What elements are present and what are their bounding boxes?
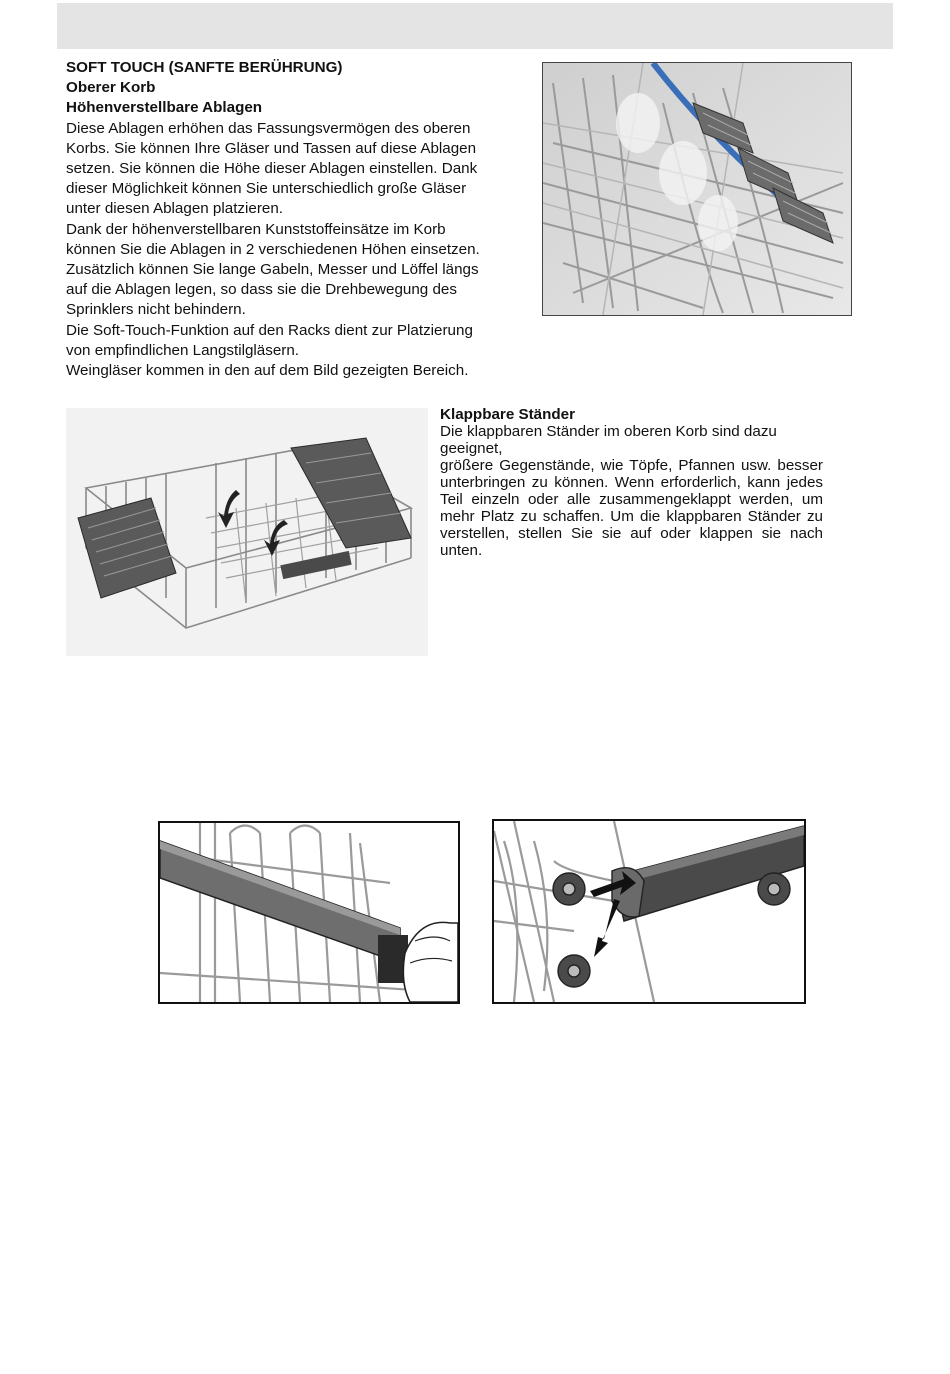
body-line: Weingläser kommen in den auf dem Bild gezeigten Bereich. <box>66 362 469 380</box>
body-line: auf die Ablagen legen, so dass sie die Drehbewegung des <box>66 281 457 299</box>
upper-basket-photo <box>542 62 852 316</box>
body-line: Die Soft-Touch-Funktion auf den Racks dient zur Platzierung <box>66 321 473 339</box>
body-line: Dank der höhenverstellbaren Kunststoffeinsätze im Korb <box>66 220 446 238</box>
section-title: SOFT TOUCH (SANFTE BERÜHRUNG) <box>66 59 343 76</box>
body-line: dieser Möglichkeit können Sie unterschiedlich große Gläser <box>66 180 467 198</box>
folding-stands-para1: Die klappbaren Ständer im oberen Korb sind dazu geeignet, <box>440 423 777 457</box>
body-line: Zusätzlich können Sie lange Gabeln, Messer und Löffel längs <box>66 261 479 279</box>
header-bar <box>57 3 893 49</box>
soft-touch-section <box>66 58 536 381</box>
wheel-detach-figure <box>492 819 806 1004</box>
body-line: Korbs. Sie können Ihre Gläser und Tassen auf diese Ablagen <box>66 139 477 157</box>
body-line: von empfindlichen Langstilgläsern. <box>66 341 300 359</box>
section-subtitle: Oberer Korb <box>66 79 156 97</box>
body-line: Diese Ablagen erhöhen das Fassungsvermögen des oberen <box>66 119 471 137</box>
body-line: Sprinklers nicht behindern. <box>66 301 246 319</box>
rail-removal-figure <box>158 821 460 1004</box>
folding-stands-para2: größere Gegenstände, wie Töpfe, Pfannen usw. besser unterbringen zu können. Wenn erforderlich, kann jedes Teil einzeln oder alle zusammengeklappt werden, um mehr Platz zu schaffen. Um die klappbaren Ständer zu verstellen, stellen Sie sie auf oder klappen sie nach unten. <box>440 457 823 559</box>
folding-stands-heading: Klappbare Ständer <box>440 406 576 423</box>
folding-rack-illustration <box>66 408 428 656</box>
body-line: können Sie die Ablagen in 2 verschiedenen Höhen einsetzen. <box>66 240 480 258</box>
body-line: setzen. Sie können die Höhe dieser Ablagen einstellen. Dank <box>66 160 478 178</box>
body-line: unter diesen Ablagen platzieren. <box>66 200 283 218</box>
folding-stands-section <box>440 406 823 559</box>
section-subheading: Höhenverstellbare Ablagen <box>66 99 263 117</box>
